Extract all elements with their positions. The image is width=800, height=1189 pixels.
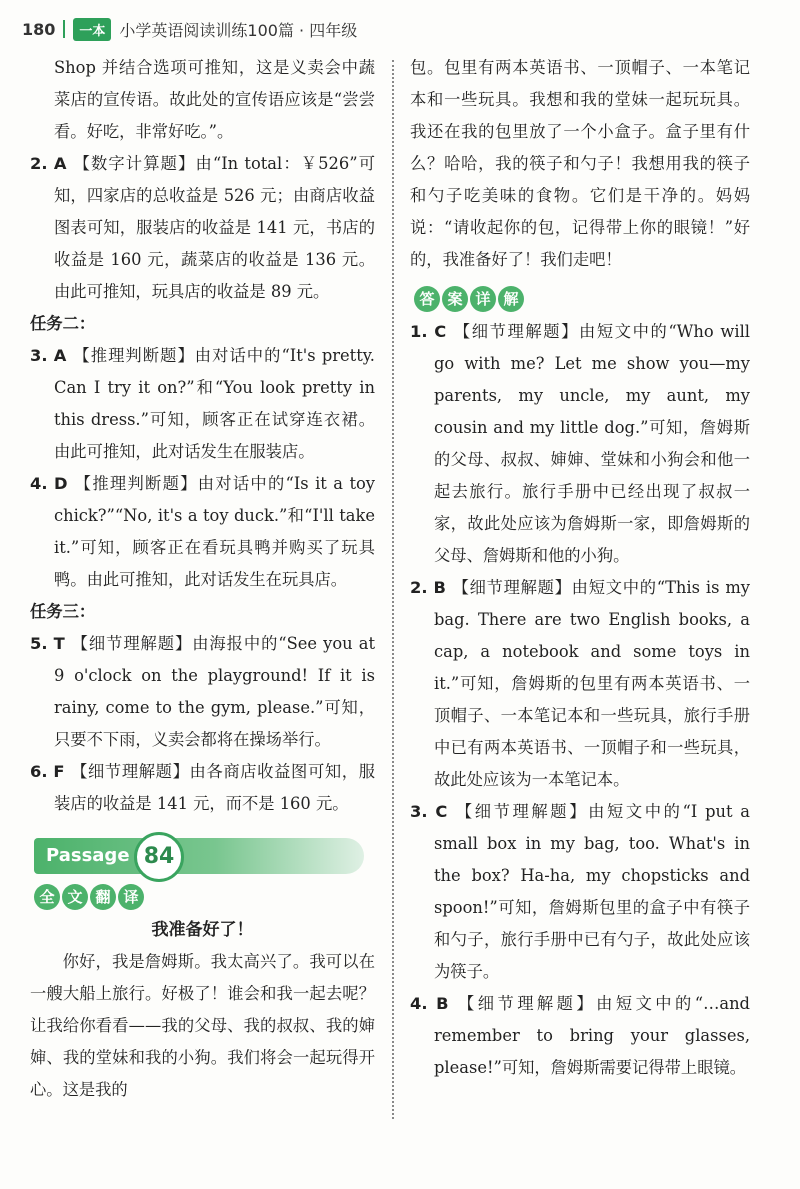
answer-letter: B xyxy=(436,994,449,1013)
right-column xyxy=(410,52,750,1084)
answer-letter: A xyxy=(53,346,67,365)
question-number: 2. xyxy=(30,154,48,173)
page-header xyxy=(22,14,357,44)
column-divider xyxy=(392,60,394,1119)
answer-letter: D xyxy=(53,474,68,493)
question-number: 5. xyxy=(30,634,48,653)
heading-char: 解 xyxy=(498,286,524,312)
answer-letter: B xyxy=(433,578,446,597)
header-separator xyxy=(63,20,65,38)
answer-letter: F xyxy=(53,762,65,781)
page-number: 180 xyxy=(22,19,56,39)
question-number: 3. xyxy=(410,802,428,821)
heading-char: 翻 xyxy=(90,884,116,910)
explanation-text: 【细节理解题】由各商店收益图可知，服装店的收益是 141 元，而不是 160 元。 xyxy=(54,762,375,813)
heading-char: 案 xyxy=(442,286,468,312)
task-heading-2: 任务二： xyxy=(30,314,96,333)
question-number: 1. xyxy=(410,322,428,341)
passage-number: 84 xyxy=(134,832,184,882)
explanation-text: 【推理判断题】由对话中的“Is it a toy chick?”“No, it's a toy duck.”和“I'll take it.”可知，顾客正在看玩具鸭并购买了玩具鸭。由此可推知，此对话发生在玩具店。 xyxy=(54,474,375,589)
answer-item-2 xyxy=(30,148,375,308)
passage-label: Passage xyxy=(46,845,130,866)
question-number: 4. xyxy=(410,994,428,1013)
answer-heading xyxy=(414,286,750,312)
translation-heading xyxy=(34,884,375,910)
answer-letter: A xyxy=(53,154,67,173)
question-number: 6. xyxy=(30,762,48,781)
heading-char: 详 xyxy=(470,286,496,312)
heading-char: 全 xyxy=(34,884,60,910)
answer-item-6 xyxy=(30,756,375,820)
passage-banner xyxy=(34,838,364,874)
left-column xyxy=(30,52,375,1106)
answer-item-2 xyxy=(410,572,750,796)
answer-letter: C xyxy=(434,322,447,341)
answer-item-5 xyxy=(30,628,375,756)
task-heading-3: 任务三： xyxy=(30,602,96,621)
explanation-text: 【细节理解题】由短文中的“This is my bag. There are two English books, a cap, a notebook and some toys in it.”可知，詹姆斯的包里有两本英语书、一顶帽子、一本笔记本和一些玩具，旅行手册中已有两本英语书、一顶帽子和一些玩具，故此处应该为一本笔记本。 xyxy=(434,578,750,789)
question-number: 3. xyxy=(30,346,48,365)
answer-item-4 xyxy=(30,468,375,596)
answer-letter: C xyxy=(435,802,448,821)
heading-char: 译 xyxy=(118,884,144,910)
translation-title: 我准备好了！ xyxy=(151,920,254,940)
heading-char: 文 xyxy=(62,884,88,910)
answer-item-4 xyxy=(410,988,750,1084)
explanation-text: 【细节理解题】由海报中的“See you at 9 o'clock on the playground! If it is rainy, come to the gym, please.”可知，只要不下雨，义卖会都将在操场举行。 xyxy=(54,634,375,749)
answer-letter: T xyxy=(53,634,65,653)
translation-continuation: 包。包里有两本英语书、一顶帽子、一本笔记本和一些玩具。我想和我的堂妹一起玩玩具。我还在我的包里放了一个小盒子。盒子里有什么？哈哈，我的筷子和勺子！我想用我的筷子和勺子吃美味的食物。它们是干净的。妈妈说：“请收起你的包，记得带上你的眼镜！”好的，我准备好了！我们走吧！ xyxy=(410,58,750,269)
series-logo: 一本 xyxy=(73,18,111,41)
answer-item-3 xyxy=(410,796,750,988)
explanation-text: 【推理判断题】由对话中的“It's pretty. Can I try it on?”和“You look pretty in this dress.”可知，顾客正在试穿连衣裙。由此可推知，此对话发生在服装店。 xyxy=(54,346,375,461)
question-number: 2. xyxy=(410,578,428,597)
heading-char: 答 xyxy=(414,286,440,312)
explanation-text: 【数字计算题】由“In total：￥526”可知，四家店的总收益是 526 元；由商店收益图表可知，服装店的收益是 141 元，书店的收益是 160 元，蔬菜店的收益是 136 元。由此可推知，玩具店的收益是 89 元。 xyxy=(54,154,375,301)
translation-paragraph: 你好，我是詹姆斯。我太高兴了。我可以在一艘大船上旅行。好极了！谁会和我一起去呢？让我给你看看——我的父母、我的叔叔、我的婶婶、我的堂妹和我的小狗。我们将会一起玩得开心。这是我的 xyxy=(30,952,375,1099)
answer-continuation: Shop 并结合选项可推知，这是义卖会中蔬菜店的宣传语。故此处的宣传语应该是“尝尝看。好吃，非常好吃。”。 xyxy=(54,58,375,141)
explanation-text: 【细节理解题】由短文中的“…and remember to bring your glasses, please!”可知，詹姆斯需要记得带上眼镜。 xyxy=(434,994,750,1077)
question-number: 4. xyxy=(30,474,48,493)
answer-item-1 xyxy=(410,316,750,572)
explanation-text: 【细节理解题】由短文中的“I put a small box in my bag, too. What's in the box? Ha-ha, my chopsticks and spoon!”可知，詹姆斯包里的盒子中有筷子和勺子，旅行手册中已有勺子，故此处应该为筷子。 xyxy=(434,802,751,981)
explanation-text: 【细节理解题】由短文中的“Who will go with me? Let me show you—my parents, my uncle, my aunt, my cousin and my little dog.”可知，詹姆斯的父母、叔叔、婶婶、堂妹和小狗会和他一起去旅行。旅行手册中已经出现了叔叔一家，故此处应该为詹姆斯一家，即詹姆斯的父母、詹姆斯和他的小狗。 xyxy=(434,322,750,565)
answer-item-3 xyxy=(30,340,375,468)
book-title: 小学英语阅读训练100篇 · 四年级 xyxy=(119,20,358,40)
